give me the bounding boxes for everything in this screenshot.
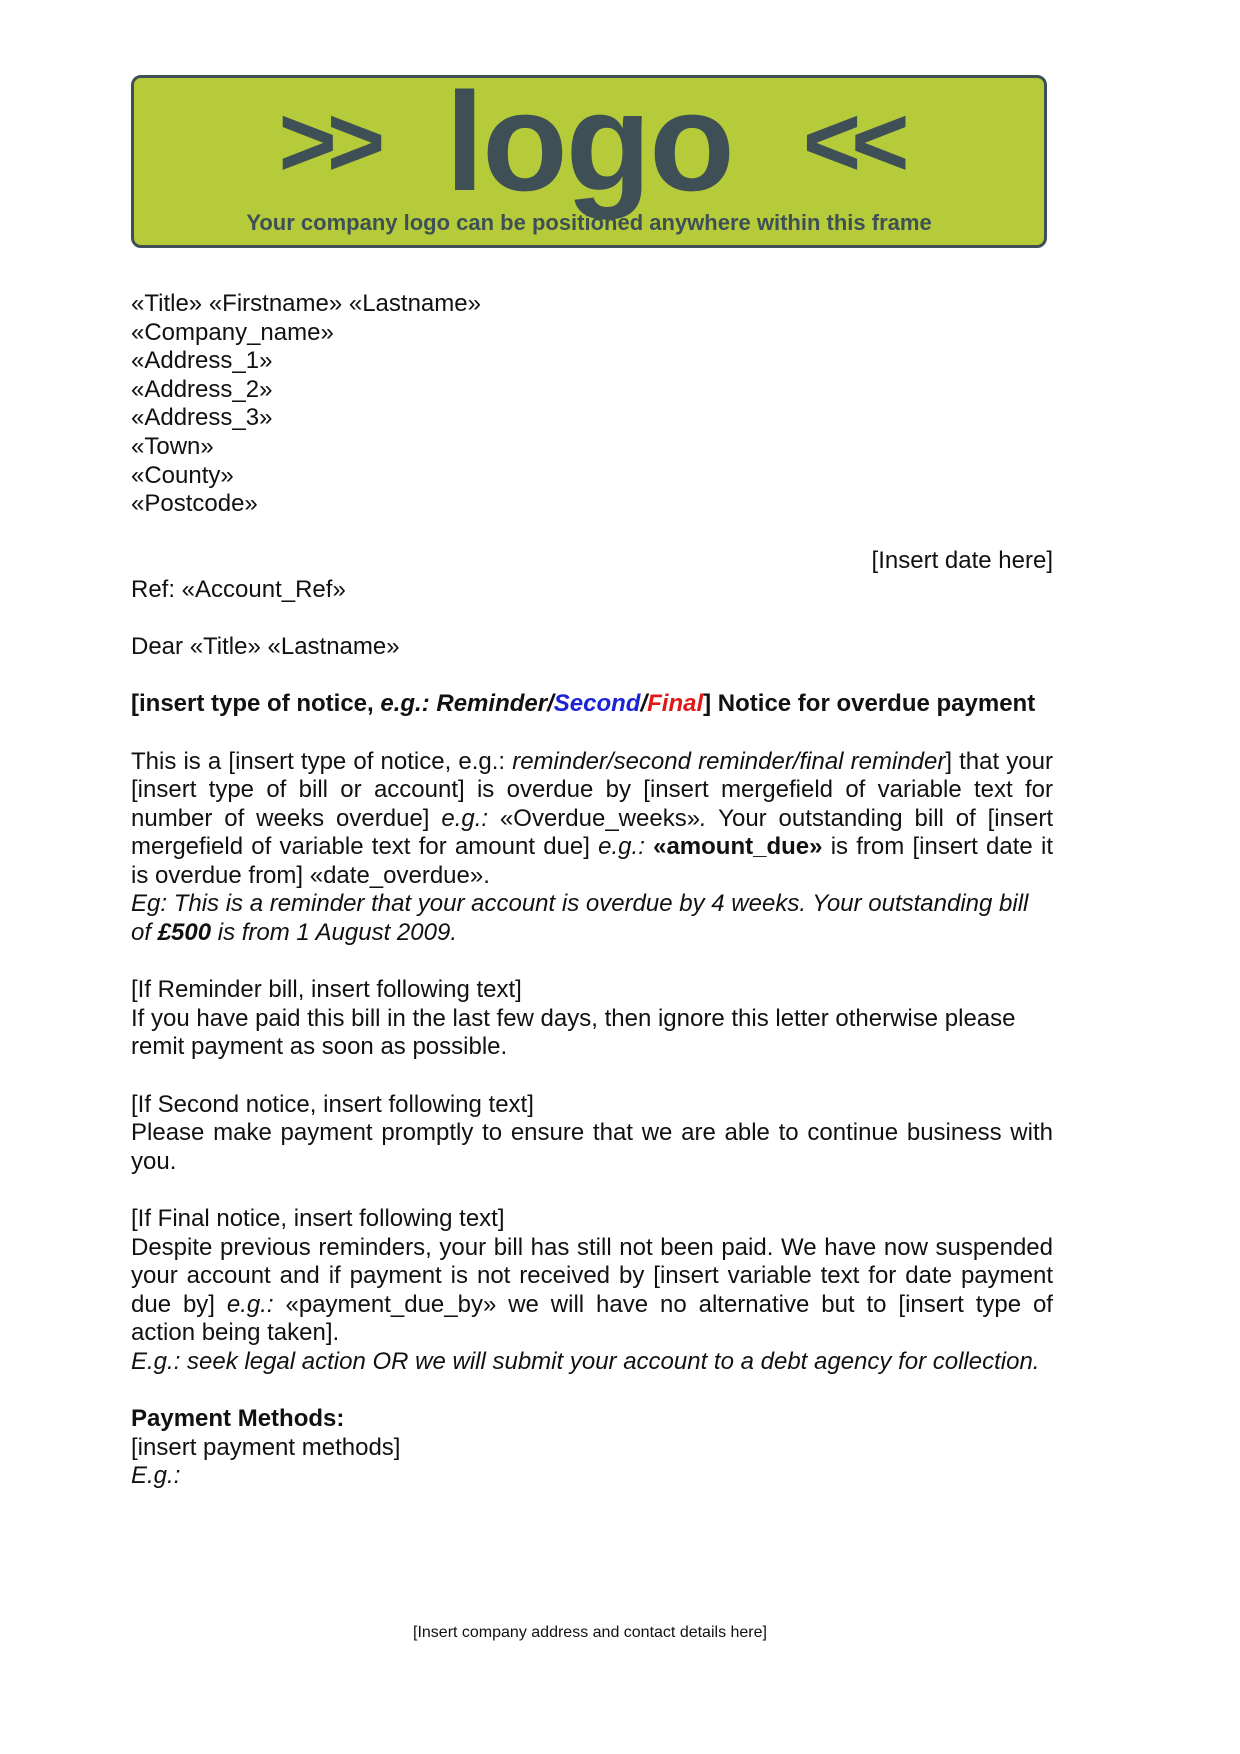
final-text-1: Despite previous reminders, your bill has still not been paid. We have now suspended your account and if payment is not received by [insert variable text for date payment due by] [131, 1233, 1053, 1318]
recipient-company: «Company_name» [131, 318, 334, 346]
salutation: Dear «Title» «Lastname» [131, 633, 400, 661]
heading-final: Final [647, 690, 704, 718]
intro-text-2: ] that your [insert type of bill or account] is overdue by [insert mergefield of variable text for number of weeks overdue] [131, 747, 1053, 832]
recipient-address-2: «Address_2» [131, 375, 273, 403]
company-logo-frame [131, 63, 1047, 248]
recipient-postcode: «Postcode» [131, 490, 258, 518]
recipient-address-3: «Address_3» [131, 404, 273, 432]
recipient-county: «County» [131, 461, 234, 489]
logo-tagline: Your company logo can be positioned anywhere within this frame [246, 210, 932, 235]
intro-eg-1: e.g.: [441, 804, 489, 832]
intro-text-1: This is a [insert type of notice, e.g.: [131, 747, 513, 775]
intro-text-4: Your outstanding bill of [insert mergefield of variable text for amount due] [131, 804, 1053, 861]
recipient-town: «Town» [131, 432, 214, 460]
logo-right-chevrons: << [802, 86, 900, 198]
final-text-2: «payment_due_by» we will have no alternative but to [insert type of action being taken]. [131, 1290, 1053, 1347]
logo-word: logo [445, 63, 733, 220]
payment-methods-text: [insert payment methods] [131, 1433, 401, 1461]
recipient-address-1: «Address_1» [131, 347, 273, 375]
intro-eg-2: e.g.: [598, 833, 645, 861]
final-notice-example: E.g.: seek legal action OR we will submit your account to a debt agency for collection. [131, 1347, 1040, 1375]
intro-notice-types: reminder/second reminder/final reminder [512, 747, 946, 775]
heading-second: Second [553, 690, 641, 718]
heading-slash: / [640, 690, 648, 718]
reminder-text: If you have paid this bill in the last few days, then ignore this letter otherwise please remit payment as soon as possible. [131, 1004, 1016, 1061]
final-notice-text [131, 1234, 1053, 1348]
logo-left-chevrons: >> [278, 86, 376, 198]
footer-contact-details: [Insert company address and contact details here] [413, 1624, 767, 1641]
intro-period: . [700, 804, 707, 832]
intro-overdue-weeks: «Overdue_weeks» [488, 804, 701, 832]
logo-mark [134, 63, 1044, 220]
example-text-2: is from 1 August 2009. [211, 919, 457, 947]
letter-body [131, 290, 1053, 1491]
example-amount: £500 [157, 919, 212, 947]
heading-part-1: [insert type of notice, [131, 690, 381, 718]
intro-amount-due: «amount_due» [653, 833, 823, 861]
recipient-name: «Title» «Firstname» «Lastname» [131, 290, 481, 317]
second-notice-label: [If Second notice, insert following text] [131, 1090, 534, 1118]
final-notice-label: [If Final notice, insert following text] [131, 1205, 505, 1232]
recipient-address [131, 290, 1053, 519]
intro-space [645, 833, 653, 860]
payment-methods-heading: Payment Methods: [131, 1405, 345, 1433]
heading-example: e.g.: Reminder/ [380, 690, 554, 718]
intro-text-6: is from [insert date it is overdue from] «date_overdue». [131, 833, 1053, 889]
intro-paragraph [131, 748, 1053, 891]
letter-date: [Insert date here] [871, 547, 1053, 575]
payment-methods-example: E.g.: [131, 1462, 181, 1490]
example-paragraph [131, 890, 1053, 947]
reminder-label: [If Reminder bill, insert following text] [131, 976, 522, 1004]
final-eg: e.g.: [226, 1290, 274, 1318]
heading-part-2: ] Notice for overdue payment [703, 690, 1036, 718]
notice-heading [131, 690, 1053, 719]
second-notice-text: Please make payment promptly to ensure that we are able to continue business with you. [131, 1119, 1053, 1175]
example-text-1: Eg: This is a reminder that your account is overdue by 4 weeks. Your outstanding bill of [131, 890, 1029, 947]
account-reference: Ref: «Account_Ref» [131, 575, 346, 603]
